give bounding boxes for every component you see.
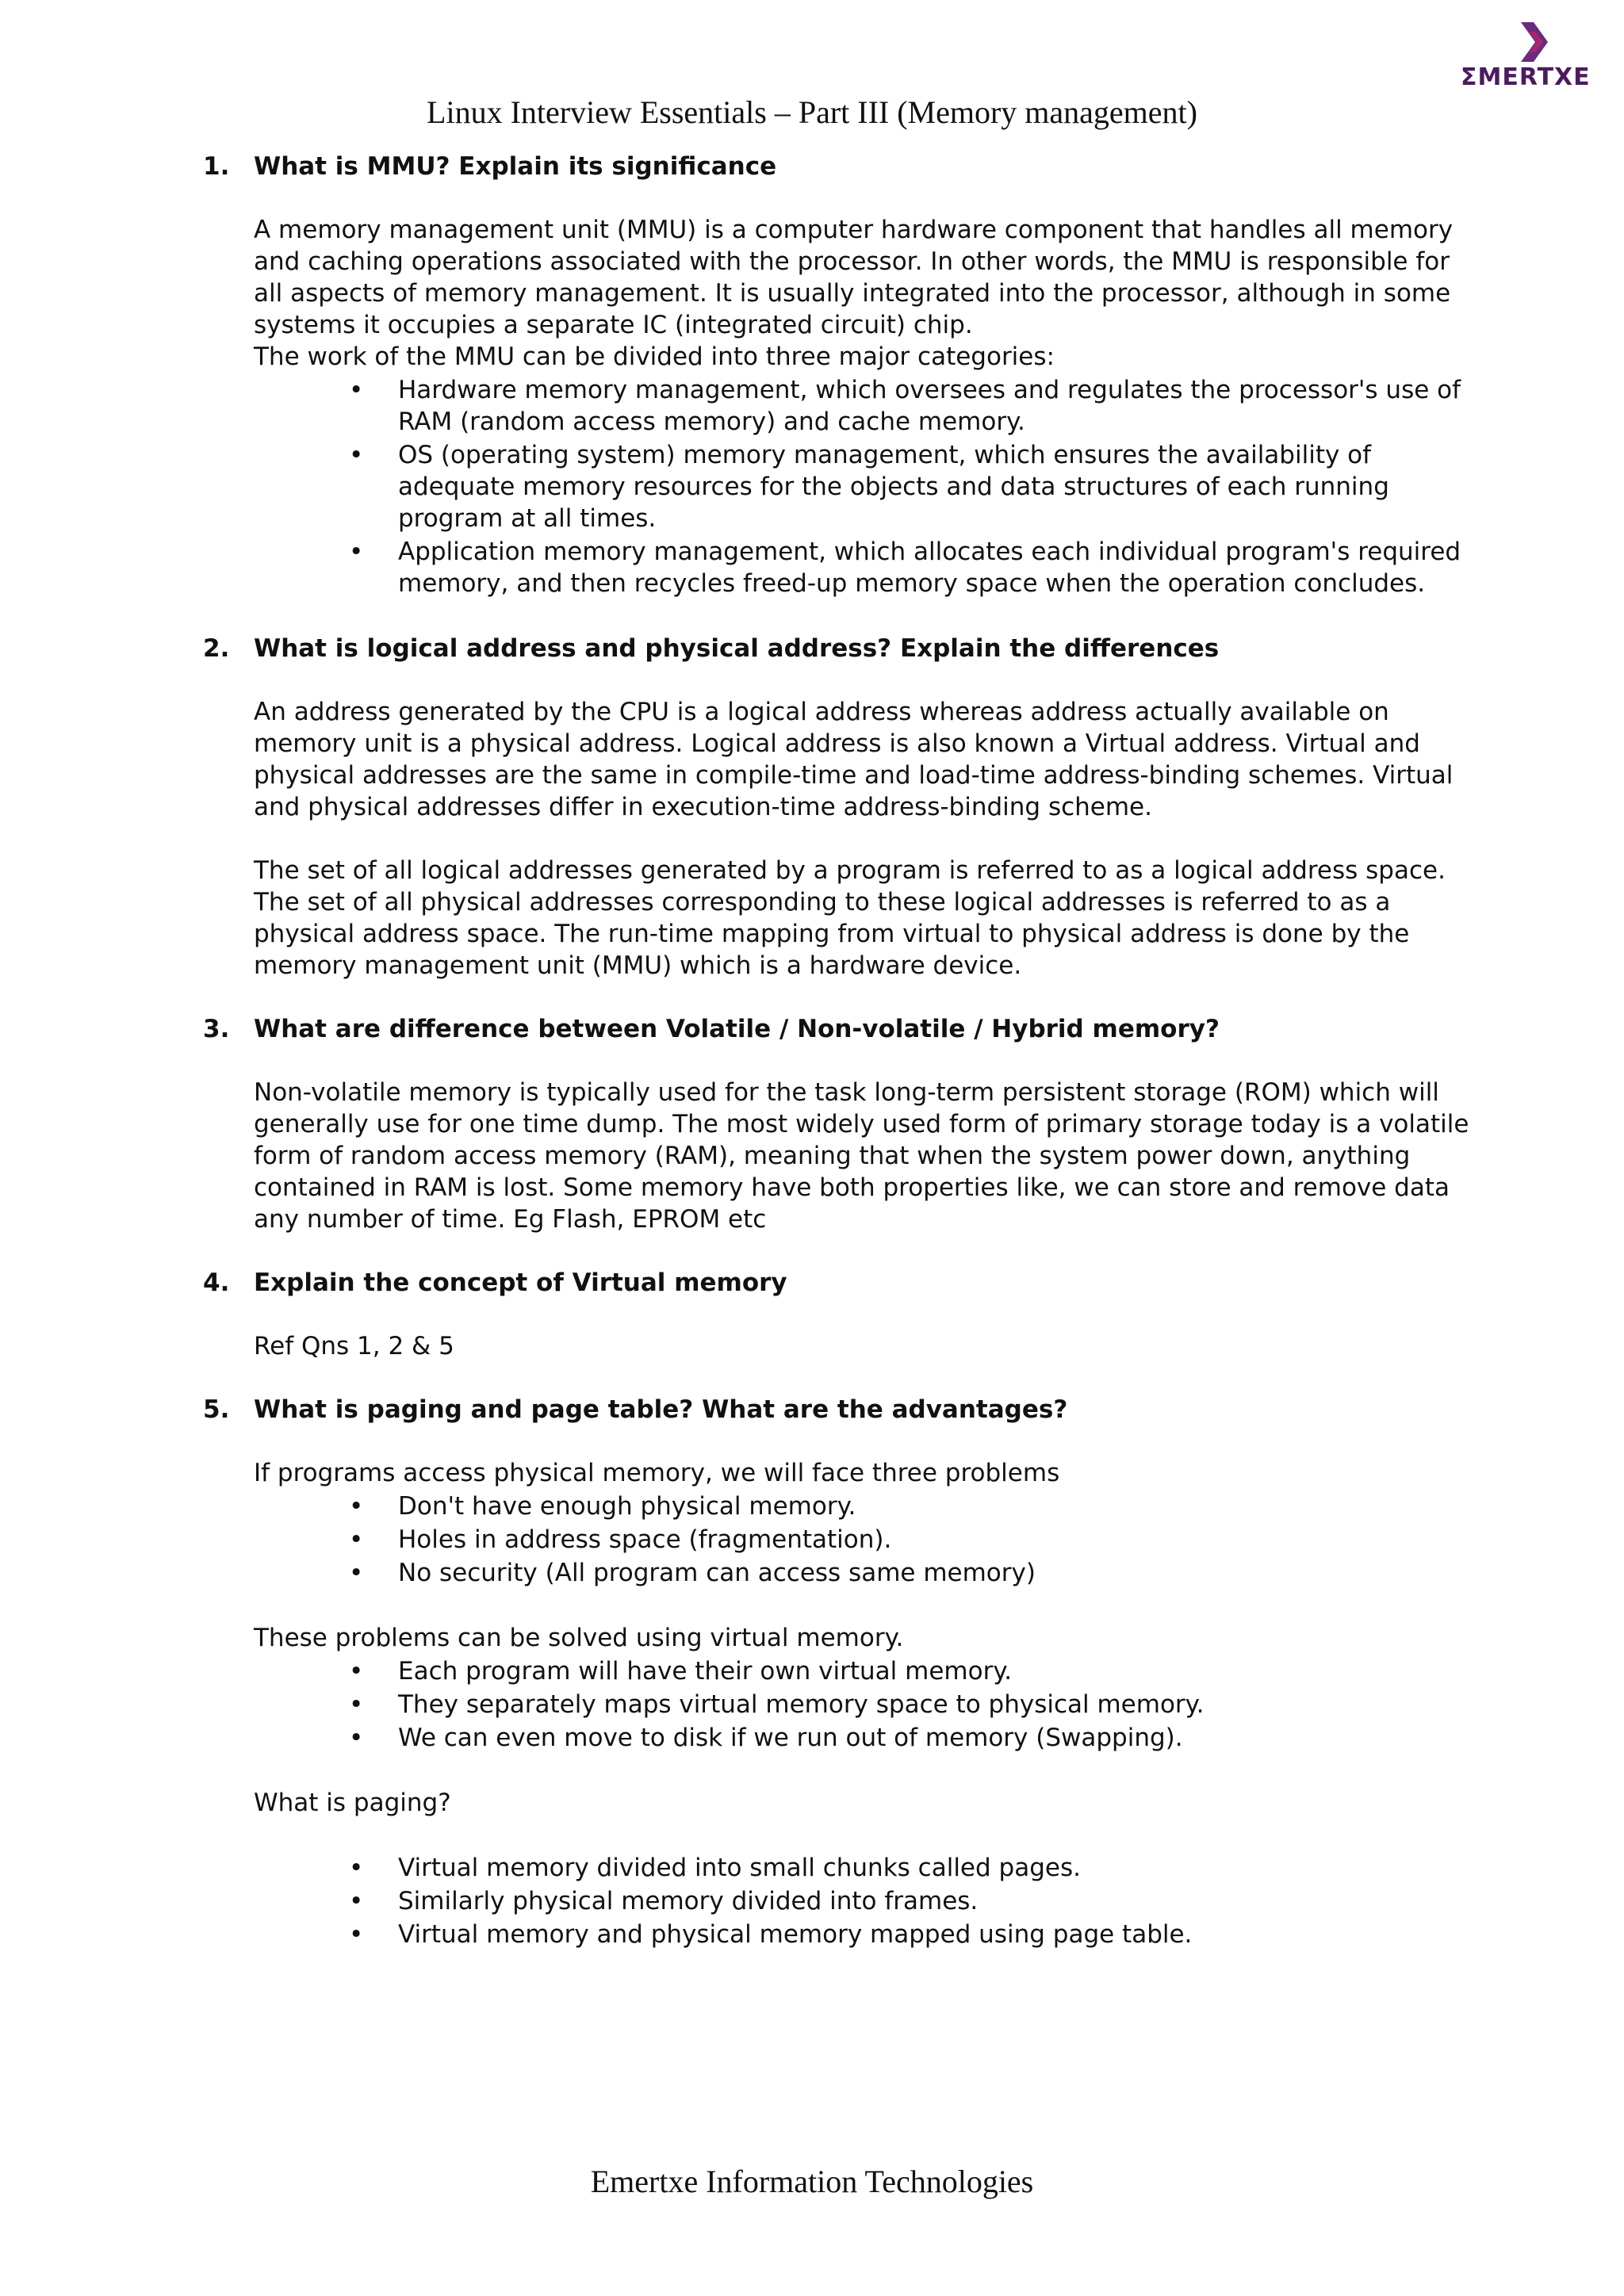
answer-paragraph: A memory management unit (MMU) is a computer hardware component that handles all memory and caching operations associated with the processor. In other words, the MMU is responsible for all aspects of memory management. It is usually integrated into the processor, although in some systems it occupies a separate IC (integrated circuit) chip. — [254, 216, 1454, 339]
question-number: 2. — [203, 634, 230, 663]
answer-paragraph: What is paging? — [254, 1789, 451, 1817]
logo-wordmark: ΣMERTXE — [1461, 63, 1591, 91]
list-item: • Application memory management, which allocates each individual program's required memory, and then recycles freed-up memory space when the operation concludes. — [398, 536, 1472, 599]
question-number: 4. — [203, 1269, 230, 1297]
page-footer: Emertxe Information Technologies — [590, 2164, 1034, 2199]
answer-paragraph: If programs access physical memory, we will face three problems — [254, 1459, 1060, 1487]
bullet-list — [254, 1655, 1472, 1754]
bullet-list — [254, 374, 1472, 599]
document-body — [203, 151, 1472, 1952]
bullet-list — [254, 1852, 1472, 1950]
bullet-list — [254, 1490, 1472, 1589]
question-title: What is logical address and physical address? Explain the differences — [254, 634, 1220, 663]
question-5 — [203, 1394, 1472, 1950]
list-item: • Similarly physical memory divided into frames. — [398, 1885, 1472, 1917]
list-item: • Don't have enough physical memory. — [398, 1490, 1472, 1522]
answer-paragraph: These problems can be solved using virtual memory. — [254, 1624, 904, 1652]
list-item: • Hardware memory management, which oversees and regulates the processor's use of RAM (random access memory) and cache memory. — [398, 374, 1472, 438]
document-title: Linux Interview Essentials – Part III (Memory management) — [427, 94, 1197, 130]
list-item: • Each program will have their own virtual memory. — [398, 1655, 1472, 1687]
answer-paragraph: The work of the MMU can be divided into three major categories: — [254, 342, 1055, 371]
question-4 — [203, 1267, 1472, 1362]
list-item: • No security (All program can access same memory) — [398, 1557, 1472, 1589]
question-title: What is MMU? Explain its significance — [254, 152, 777, 181]
emertxe-logo — [1459, 22, 1594, 94]
answer-paragraph: The set of all logical addresses generated by a program is referred to as a logical address space. The set of all physical addresses corresponding to these logical addresses is referred to as a physical address space. The run-time mapping from virtual to physical address is done by the memory management unit (MMU) which is a hardware device. — [254, 856, 1446, 980]
question-1 — [203, 151, 1472, 599]
answer-paragraph: Non-volatile memory is typically used for the task long-term persistent storage (ROM) which will generally use for one time dump. The most widely used form of primary storage today is a volatile form of random access memory (RAM), meaning that when the system power down, anything contained in RAM is lost. Some memory have both properties like, we can store and remove data any number of time. Eg Flash, EPROM etc — [254, 1078, 1469, 1234]
list-item: • OS (operating system) memory management, which ensures the availability of adequate memory resources for the objects and data structures of each running program at all times. — [398, 439, 1472, 534]
list-item: • Virtual memory and physical memory mapped using page table. — [398, 1919, 1472, 1950]
question-3 — [203, 1013, 1472, 1235]
question-number: 5. — [203, 1395, 230, 1424]
answer-paragraph: An address generated by the CPU is a logical address whereas address actually available on memory unit is a physical address. Logical address is also known a Virtual address. Virtual and physical addresses are the same in compile-time and load-time address-binding schemes. Virtual and physical addresses differ in execution-time address-binding scheme. — [254, 698, 1454, 821]
list-item: • We can even move to disk if we run out of memory (Swapping). — [398, 1722, 1472, 1754]
answer-paragraph: Ref Qns 1, 2 & 5 — [254, 1332, 454, 1360]
question-title: Explain the concept of Virtual memory — [254, 1269, 787, 1297]
list-item: • They separately maps virtual memory space to physical memory. — [398, 1689, 1472, 1720]
question-title: What is paging and page table? What are the advantages? — [254, 1395, 1068, 1424]
question-number: 3. — [203, 1015, 230, 1043]
chevron-logo-icon — [1519, 22, 1551, 62]
list-item: • Virtual memory divided into small chunks called pages. — [398, 1852, 1472, 1884]
question-number: 1. — [203, 152, 230, 181]
question-2 — [203, 633, 1472, 982]
question-title: What are difference between Volatile / Non-volatile / Hybrid memory? — [254, 1015, 1220, 1043]
list-item: • Holes in address space (fragmentation). — [398, 1524, 1472, 1556]
